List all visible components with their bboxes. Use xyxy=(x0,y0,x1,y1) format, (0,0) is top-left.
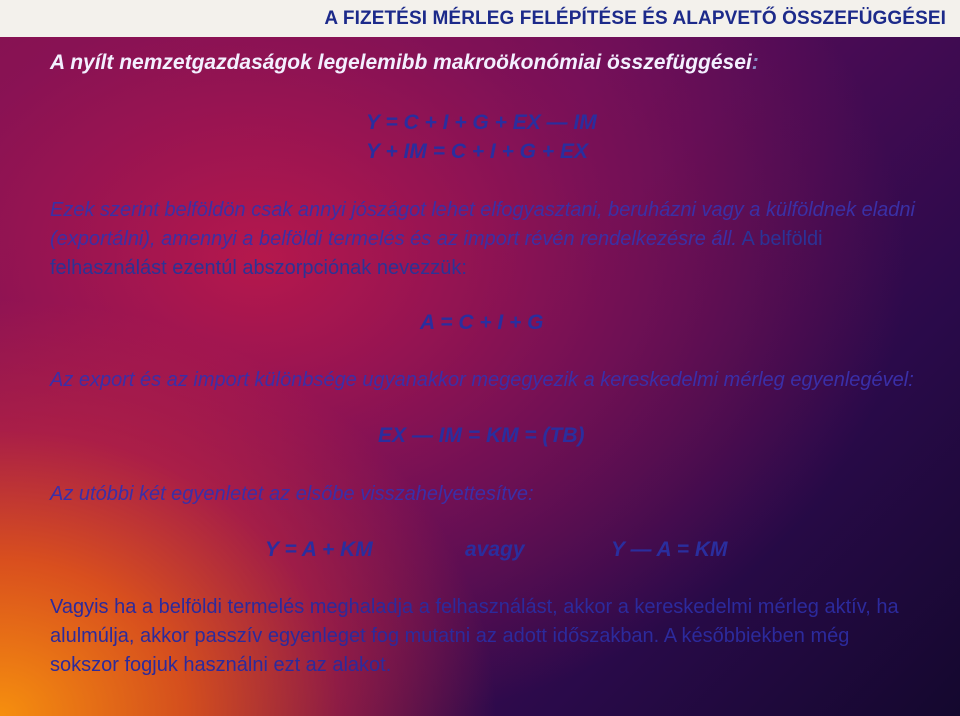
paragraph-absorption-upright: A belföldi felhasználást ezentúl abszorpciónak nevezzük: xyxy=(50,228,823,279)
equation-trade-balance: EX — IM = KM = (TB) xyxy=(378,424,585,447)
subtitle-text: A nyílt nemzetgazdaságok legelemibb makroökonómiai összefüggései xyxy=(50,51,752,74)
equation-output-identity: Y = C + I + G + EX — IM xyxy=(366,111,597,134)
slide-subtitle xyxy=(50,51,759,75)
slide-title: A FIZETÉSI MÉRLEG FELÉPÍTÉSE ÉS ALAPVETŐ ÖSSZEFÜGGÉSEI xyxy=(324,8,946,29)
equation-result-left: Y = A + KM xyxy=(265,538,373,561)
paragraph-substitution: Az utóbbi két egyenletet az elsőbe visszahelyettesítve: xyxy=(50,483,534,505)
paragraph-conclusion: Vagyis ha a belföldi termelés meghaladja a felhasználást, akkor a kereskedelmi mérleg aktív, ha alulmúlja, akkor passzív egyenleget fog mutatni az adott időszakban. A későbbiekben még sokszor fogjuk használni ezt az alakot. xyxy=(50,596,899,676)
equation-result-or: avagy xyxy=(465,538,525,561)
paragraph-absorption-italic: Ezek szerint belföldön csak annyi jószágot lehet elfogyasztani, beruházni vagy a külföldnek eladni (exportálni), amennyi a belföldi termelés és az import révén rendelkezésre áll. xyxy=(50,199,915,250)
header-bar xyxy=(0,0,960,37)
paragraph-trade-balance: Az export és az import különbsége ugyanakkor megegyezik a kereskedelmi mérleg egyenlegével: xyxy=(50,369,914,391)
equation-absorption: A = C + I + G xyxy=(420,311,544,334)
paragraph-absorption-intro xyxy=(50,196,920,283)
equation-result-right: Y — A = KM xyxy=(611,538,728,561)
subtitle-colon: : xyxy=(751,51,759,74)
equation-supply-demand: Y + IM = C + I + G + EX xyxy=(366,140,588,163)
